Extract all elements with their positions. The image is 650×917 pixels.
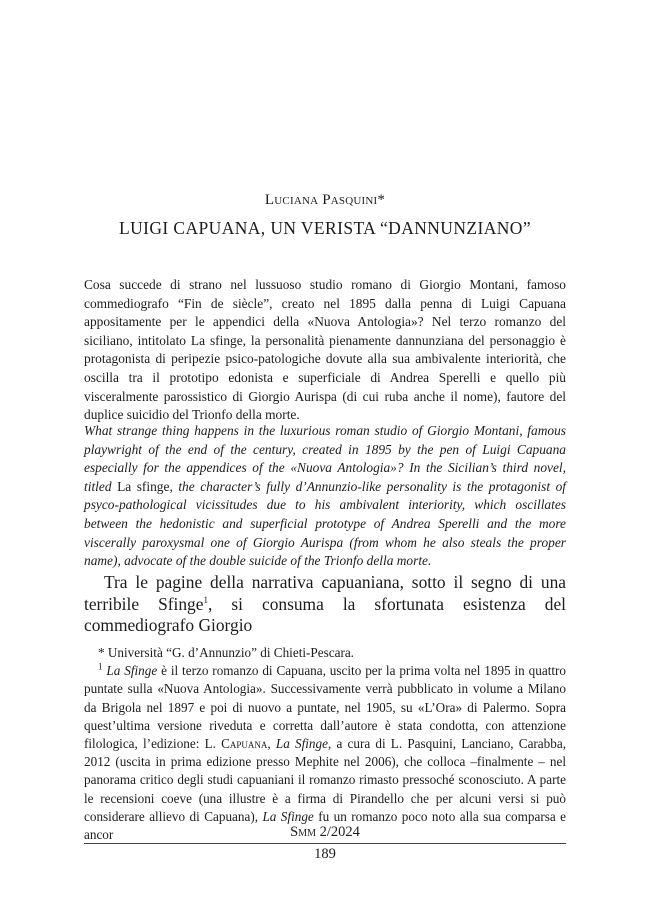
footnote-1 [84, 662, 566, 844]
abstract-english-part1: What strange thing happens in the luxurious roman studio of Giorgio Montani, famous playwright of the end of the century, created in 1895 by the pen of Luigi Capuana especially for the appendices of the «Nuova Antologia»? In the Sicilian’s third novel, titled [84, 423, 566, 494]
abstract-english-part2: , the character’s fully d’Annunzio-like personality is the protagonist of psyco-pathological vicissitudes due to his ambivalent interiority, which oscillates between the hedonistic and superficial prototype of Andrea Sperelli and the more viscerally paroxysmal one of Giorgio Aurispa (from whom he also steals the proper name), advocate of the double suicide of the Trionfo della morte. [84, 478, 566, 569]
footnotes [84, 644, 566, 844]
footnote-1-title: La Sfinge [106, 663, 158, 679]
footnote-1-title-3: La Sfinge [262, 808, 314, 824]
abstract-italian: Cosa succede di strano nel lussuoso studio romano di Giorgio Montani, famoso commediografo “Fin de siècle”, creato nel 1895 dalla penna di Luigi Capuana appositamente per le appendici della «Nuova Antologia»? Nel terzo romanzo del siciliano, intitolato La sfinge, la personalità pienamente dannunziana del personaggio è protagonista di peripezie psico-patologiche dovute alla sua ambivalente interiorità, che oscilla tra il prototipo edonista e superficiale di Andrea Sperelli e quello più visceralmente parossistico di Giorgio Aurispa (di cui ruba anche il nome), fautore del duplice suicidio del Trionfo della morte. [84, 277, 566, 423]
article-title: LUIGI CAPUANA, UN VERISTA “DANNUNZIANO” [119, 218, 531, 238]
footnote-1-number: 1 [98, 661, 103, 672]
abstract-english [84, 422, 566, 571]
abstract-english-roman-title: La sfinge [117, 478, 170, 494]
footnote-1-sep: , [267, 736, 276, 752]
author-name: Luciana Pasquini* [264, 192, 386, 208]
footnote-1-author: Capuana [221, 736, 268, 752]
footnote-1-text-b: , a cura di L. Pasquini, Lanciano, Carabba, 2012 (uscita in prima edizione presso Mephite nel 2006), che colloca –finalmente – nel panorama critico degli studi capuaniani il romanzo rimasto pressoché sconosciuto. A parte le recensioni coeve (una illustre è a firma di Pirandello che per alcuni versi si può considerare allievo di Capuana), [84, 736, 566, 824]
footnote-1-title-2: La Sfinge [275, 736, 328, 752]
footnote-affiliation: * Università “G. d’Annunzio” di Chieti-Pescara. [98, 645, 354, 660]
body-part2: , si consuma la sfortunata esistenza del commediografo Giorgio [84, 593, 566, 635]
footer-rule [84, 843, 566, 844]
page-number: 189 [314, 846, 336, 862]
body-paragraph [84, 572, 566, 637]
body-part1: Tra le pagine della narrativa capuaniana, sotto il segno di una terribile Sfinge [84, 572, 566, 614]
footnote-ref-1: 1 [203, 594, 208, 605]
footnote-1-text-c: fu un romanzo poco noto alla sua comparsa e ancor [84, 808, 567, 843]
footnote-1-text-a: è il terzo romanzo di Capuana, uscito per la prima volta nel 1895 in quattro puntate sulla «Nuova Antologia». Successivamente verrà pubblicato in volume a Milano da Brigola nel 1897 e poi di nuovo a puntate, nel 1905, su «L’Ora» di Palermo. Sopra quest’ultima versione riveduta e corretta dall’autore è stata condotta, con attenzione filologica, l’edizione: L. [84, 663, 567, 752]
journal-issue: Smm 2/2024 [290, 824, 360, 840]
